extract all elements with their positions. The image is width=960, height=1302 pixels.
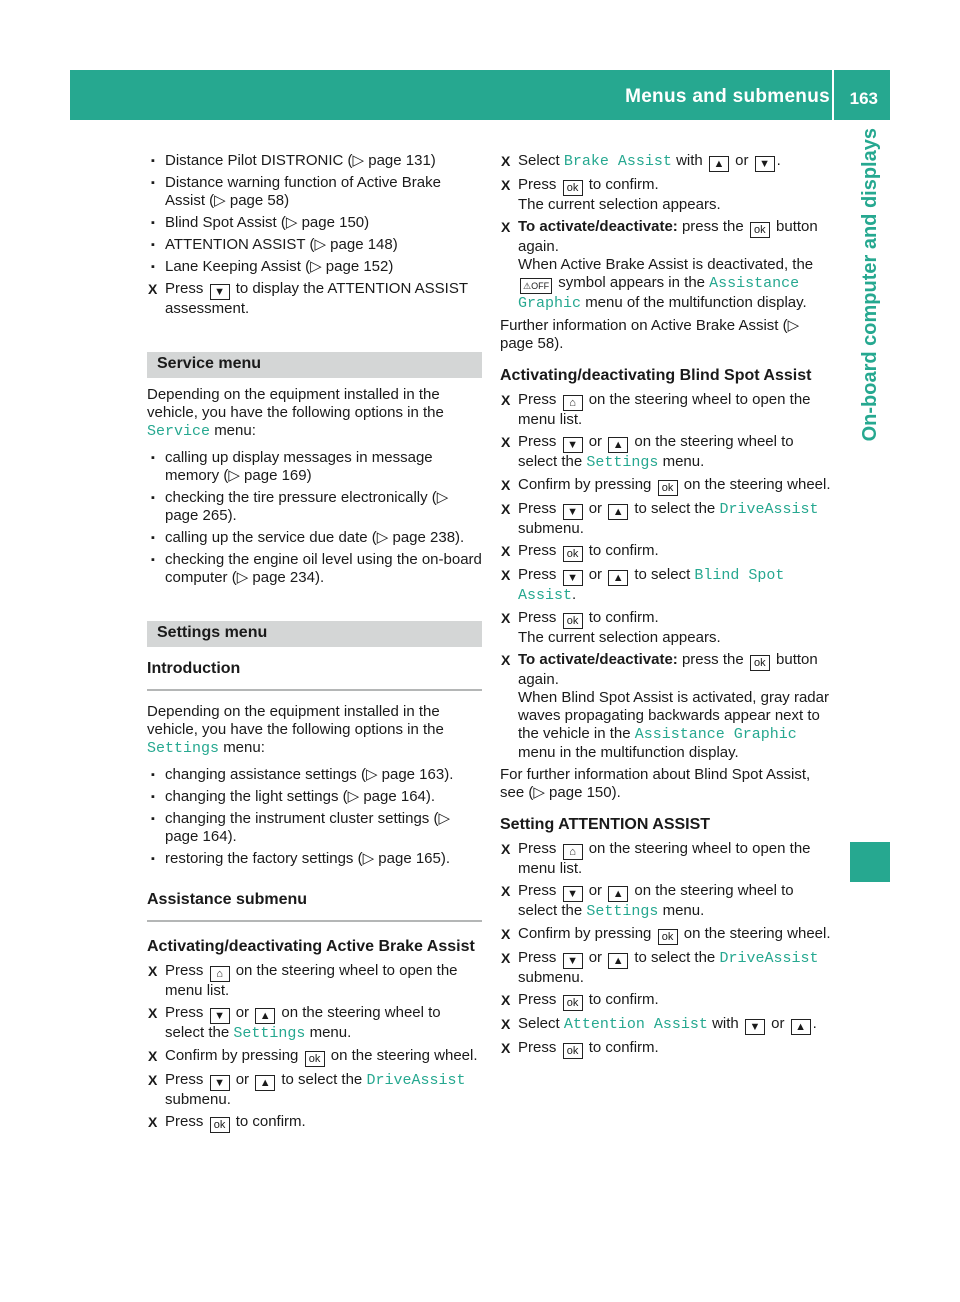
menu-term: Blind Spot Assist	[518, 567, 785, 604]
menu-term: Settings	[233, 1025, 306, 1042]
ok-key-icon: ok	[750, 222, 770, 238]
down-arrow-key-icon: ▼	[563, 886, 583, 902]
step-result: The current selection appears.	[518, 196, 721, 213]
subheading-active-brake-assist: Activating/deactivating Active Brake Assist	[147, 938, 475, 955]
down-arrow-key-icon: ▼	[563, 504, 583, 520]
instruction-step: X Press ▼ or ▲ to select the DriveAssist submenu.	[500, 500, 835, 538]
list-item: ▪ Lane Keeping Assist (▷ page 152)	[147, 258, 482, 276]
instruction-step: X Press ▼ or ▲ on the steering wheel to select the Settings menu.	[147, 1004, 482, 1043]
up-arrow-key-icon: ▲	[608, 953, 628, 969]
menu-term: Settings	[586, 903, 659, 920]
up-arrow-key-icon: ▲	[791, 1019, 811, 1035]
list-item: ▪ checking the tire pressure electronically (▷ page 265).	[147, 489, 482, 525]
list-item: ▪ changing the light settings (▷ page 164).	[147, 788, 482, 806]
heading-assistance-submenu: Assistance submenu	[147, 890, 482, 922]
instruction-step: X Press ok to confirm.	[500, 991, 835, 1011]
ok-key-icon: ok	[563, 180, 583, 196]
instruction-step: X To activate/deactivate: press the ok button again. When Blind Spot Assist is activated, gray radar waves propagating backwards appear next to the vehicle in the Assistance Graphic menu in the multifunction display.	[500, 651, 835, 762]
instruction-step: X Press ok to confirm.	[500, 1039, 835, 1059]
instruction-step: X Press ▼ or ▲ on the steering wheel to select the Settings menu.	[500, 882, 835, 921]
instruction-step: X Press ok to confirm.	[500, 542, 835, 562]
menu-term: DriveAssist	[366, 1072, 466, 1089]
down-arrow-key-icon: ▼	[210, 1008, 230, 1024]
ok-key-icon: ok	[563, 1043, 583, 1059]
side-chapter-marker	[850, 842, 890, 882]
page-header	[70, 70, 890, 120]
brake-assist-off-icon: ⚠OFF	[520, 278, 552, 294]
ok-key-icon: ok	[658, 929, 678, 945]
instruction-step: X Press ⌂ on the steering wheel to open the menu list.	[500, 840, 835, 878]
step-result: The current selection appears.	[518, 629, 721, 646]
list-item: ▪ changing assistance settings (▷ page 163).	[147, 766, 482, 784]
instruction-step: X Confirm by pressing ok on the steering wheel.	[500, 476, 835, 496]
paragraph: For further information about Blind Spot Assist, see (▷ page 150).	[500, 766, 811, 801]
menu-term: Assistance Graphic	[634, 726, 797, 743]
page-number: 163	[849, 89, 878, 108]
subheading-blind-spot-assist: Activating/deactivating Blind Spot Assist	[500, 367, 812, 384]
instruction-step: X Select Attention Assist with ▼ or ▲ .	[500, 1015, 835, 1035]
paragraph: Depending on the equipment installed in the vehicle, you have the following options in the Service menu:	[147, 386, 444, 440]
up-arrow-key-icon: ▲	[709, 156, 729, 172]
instruction-step: X Press ok to confirm.	[147, 1113, 482, 1133]
instruction-step: X Press ⌂ on the steering wheel to open the menu list.	[500, 391, 835, 429]
instruction-step: X Press ▼ to display the ATTENTION ASSIST assessment.	[147, 280, 482, 318]
instruction-step: X Confirm by pressing ok on the steering wheel.	[500, 925, 835, 945]
ok-key-icon: ok	[210, 1117, 230, 1133]
menu-term: Service	[147, 423, 211, 440]
down-arrow-key-icon: ▼	[210, 1075, 230, 1091]
list-item: ▪ Distance Pilot DISTRONIC (▷ page 131)	[147, 152, 482, 170]
menu-term: Settings	[147, 740, 220, 757]
left-column	[147, 152, 482, 1137]
down-arrow-key-icon: ▼	[563, 570, 583, 586]
instruction-step: X Confirm by pressing ok on the steering wheel.	[147, 1047, 482, 1067]
instruction-step: X Press ▼ or ▲ to select the DriveAssist submenu.	[500, 949, 835, 987]
right-column	[500, 152, 835, 1063]
menu-term: Assistance Graphic	[518, 275, 800, 312]
instruction-step: X Press ⌂ on the steering wheel to open the menu list.	[147, 962, 482, 1000]
list-item: ▪ calling up the service due date (▷ page 238).	[147, 529, 482, 547]
instruction-step: X Press ok to confirm. The current selection appears.	[500, 176, 835, 214]
menu-term: DriveAssist	[719, 950, 819, 967]
ok-key-icon: ok	[563, 995, 583, 1011]
menu-term: Attention Assist	[563, 1016, 708, 1033]
ok-key-icon: ok	[563, 613, 583, 629]
list-item: ▪ calling up display messages in message memory (▷ page 169)	[147, 449, 482, 485]
paragraph: Depending on the equipment installed in the vehicle, you have the following options in the Settings menu:	[147, 703, 444, 757]
home-key-icon: ⌂	[563, 395, 583, 411]
section-title-service: Service menu	[147, 352, 482, 378]
side-chapter-tab	[850, 124, 890, 824]
menu-term: Settings	[586, 454, 659, 471]
up-arrow-key-icon: ▲	[608, 570, 628, 586]
heading-introduction: Introduction	[147, 659, 482, 691]
instruction-step: X Press ▼ or ▲ on the steering wheel to select the Settings menu.	[500, 433, 835, 472]
instruction-step: X To activate/deactivate: press the ok button again. When Active Brake Assist is deactivated, the ⚠OFF symbol appears in the Assistance Graphic menu of the multifunction display.	[500, 218, 835, 313]
paragraph: Further information on Active Brake Assist (▷ page 58).	[500, 317, 800, 352]
down-arrow-key-icon: ▼	[210, 284, 230, 300]
up-arrow-key-icon: ▲	[608, 886, 628, 902]
instruction-step: X Select Brake Assist with ▲ or ▼ .	[500, 152, 835, 172]
ok-key-icon: ok	[658, 480, 678, 496]
menu-term: Brake Assist	[563, 153, 672, 170]
instruction-step: X Press ▼ or ▲ to select Blind Spot Assist.	[500, 566, 835, 605]
ok-key-icon: ok	[750, 655, 770, 671]
ok-key-icon: ok	[305, 1051, 325, 1067]
list-item: ▪ Blind Spot Assist (▷ page 150)	[147, 214, 482, 232]
instruction-step: X Press ok to confirm. The current selection appears.	[500, 609, 835, 647]
list-item: ▪ checking the engine oil level using the on-board computer (▷ page 234).	[147, 551, 482, 587]
subheading-attention-assist: Setting ATTENTION ASSIST	[500, 816, 711, 833]
home-key-icon: ⌂	[563, 844, 583, 860]
header-divider	[832, 70, 834, 120]
down-arrow-key-icon: ▼	[563, 437, 583, 453]
list-item: ▪ restoring the factory settings (▷ page 165).	[147, 850, 482, 868]
menu-term: DriveAssist	[719, 501, 819, 518]
up-arrow-key-icon: ▲	[608, 504, 628, 520]
down-arrow-key-icon: ▼	[563, 953, 583, 969]
instruction-step: X Press ▼ or ▲ to select the DriveAssist submenu.	[147, 1071, 482, 1109]
section-title-settings: Settings menu	[147, 621, 482, 647]
home-key-icon: ⌂	[210, 966, 230, 982]
down-arrow-key-icon: ▼	[745, 1019, 765, 1035]
up-arrow-key-icon: ▲	[608, 437, 628, 453]
list-item: ▪ Distance warning function of Active Brake Assist (▷ page 58)	[147, 174, 482, 210]
ok-key-icon: ok	[563, 546, 583, 562]
up-arrow-key-icon: ▲	[255, 1008, 275, 1024]
up-arrow-key-icon: ▲	[255, 1075, 275, 1091]
side-chapter-label: On-board computer and displays	[859, 128, 881, 442]
header-title: Menus and submenus	[625, 86, 830, 107]
list-item: ▪ changing the instrument cluster settings (▷ page 164).	[147, 810, 482, 846]
down-arrow-key-icon: ▼	[755, 156, 775, 172]
list-item: ▪ ATTENTION ASSIST (▷ page 148)	[147, 236, 482, 254]
